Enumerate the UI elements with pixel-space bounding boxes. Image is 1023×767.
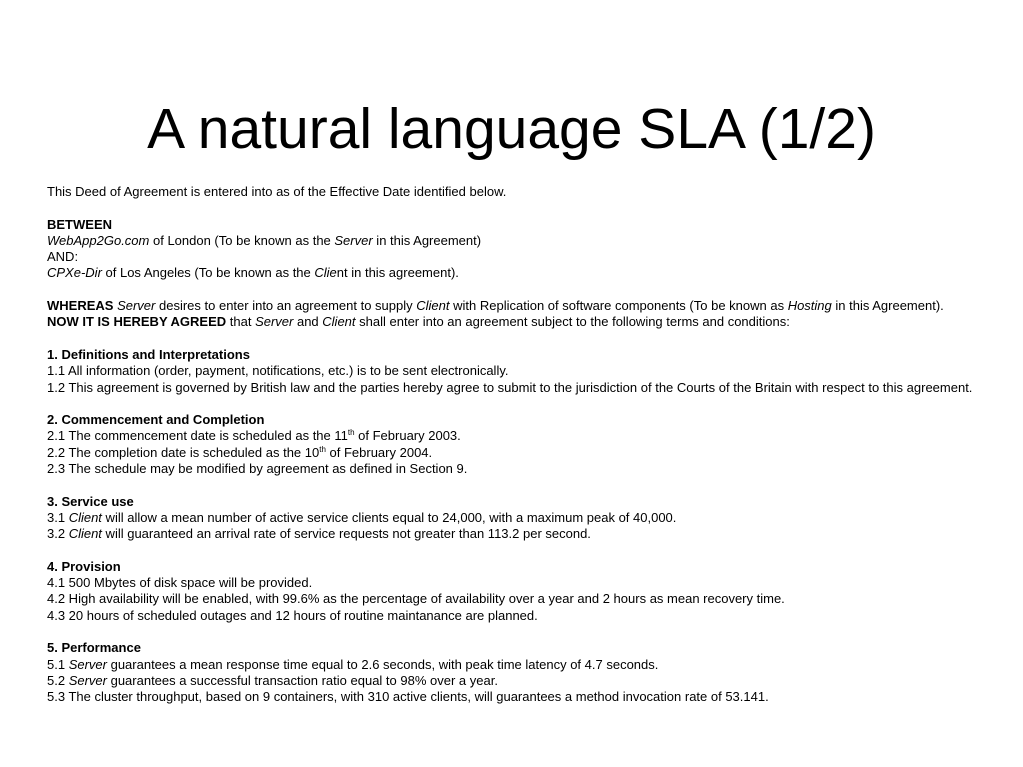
clause-3-1-num: 3.1 [47,509,69,525]
clause-2-2-sup: th [319,444,326,454]
section-1-title: 1. Definitions and Interpretations [47,346,250,362]
spacer [47,396,997,412]
slide-title: A natural language SLA (1/2) [147,97,876,161]
agreed-server: Server [255,314,294,330]
whereas-paragraph [47,298,997,314]
clause-5-2 [47,673,997,689]
clause-5-2-num: 5.2 [47,672,69,688]
clause-4-1: 4.1 500 Mbytes of disk space will be provided. [47,575,313,591]
whereas-client: Client [416,298,450,314]
section-4-title: 4. Provision [47,558,121,574]
clause-5-1 [47,657,997,673]
party1-text-a: of London (To be known as the [149,232,335,248]
clause-3-1-client: Client [68,509,102,525]
and-label: AND: [47,249,79,265]
spacer [47,624,997,640]
section-2-title: 2. Commencement and Completion [47,412,265,428]
clause-5-3: 5.3 The cluster throughput, based on 9 containers, with 310 active clients, will guarantees a method invocation rate of 53.141. [47,689,769,705]
section-3-title: 3. Service use [47,493,134,509]
intro-paragraph: This Deed of Agreement is entered into as of the Effective Date identified below. [47,184,507,199]
clause-4-2: 4.2 High availability will be enabled, with 99.6% as the percentage of availability over a year and 2 hours as mean recovery time. [47,591,785,607]
whereas-label: WHEREAS [47,298,114,314]
clause-2-1-text-a: 2.1 The commencement date is scheduled as the 11 [47,428,348,444]
section-4-heading [47,559,997,575]
clause-1-1: 1.1 All information (order, payment, notifications, etc.) is to be sent electronically. [47,363,509,379]
clause-5-1-server: Server [68,656,107,672]
spacer [47,331,997,347]
agreed-label: NOW IT IS HEREBY AGREED [47,314,227,330]
clause-2-2 [47,445,997,461]
clause-3-1-text: will allow a mean number of active service clients equal to 24,000, with a maximum peak of 40,000. [101,509,677,525]
clause-5-2-server: Server [68,672,107,688]
party-server-line [47,233,997,249]
party1-name: WebApp2Go.com [47,232,150,248]
clause-3-2-num: 3.2 [47,526,69,542]
clause-1-2: 1.2 This agreement is governed by British law and the parties hereby agree to submit to the jurisdiction of the Courts of the Britain with respect to this agreement. [47,379,973,395]
clause-2-1-text-b: of February 2003. [354,428,461,444]
agreed-paragraph [47,314,997,330]
agreed-text-c: shall enter into an agreement subject to the following terms and conditions: [355,314,790,330]
sla-document-body [47,184,997,706]
between-label: BETWEEN [47,216,112,232]
whereas-text-b: with Replication of software components (To be known as [449,298,788,314]
clause-2-1 [47,428,997,444]
agreed-text-a: that [226,314,256,330]
section-1-heading [47,347,997,363]
agreed-text-b: and [293,314,323,330]
clause-3-1 [47,510,997,526]
whereas-hosting: Hosting [787,298,832,314]
section-5-title: 5. Performance [47,640,141,656]
between-heading [47,217,997,233]
clause-5-1-text: guarantees a mean response time equal to 2.6 seconds, with peak time latency of 4.7 seconds. [106,656,659,672]
clause-4-3: 4.3 20 hours of scheduled outages and 12 hours of routine maintanance are planned. [47,607,538,623]
party1-text-b: in this Agreement) [372,232,482,248]
whereas-text-c: in this Agreement). [831,298,944,314]
spacer [47,200,997,216]
clause-2-1-sup: th [347,428,355,438]
party2-role: Clie [314,265,337,281]
clause-2-2-text-b: of February 2004. [325,444,433,460]
party2-text-a: of Los Angeles (To be known as the [101,265,315,281]
whereas-text-a: desires to enter into an agreement to supply [155,298,417,314]
party2-name: CPXe-Dir [47,265,102,281]
clause-3-2 [47,526,997,542]
party2-text-b: nt in this agreement). [336,265,459,281]
party1-role: Server [334,232,373,248]
clause-5-1-num: 5.1 [47,656,69,672]
agreed-client: Client [322,314,356,330]
spacer [47,282,997,298]
clause-2-3: 2.3 The schedule may be modified by agreement as defined in Section 9. [47,461,468,477]
spacer [47,543,997,559]
section-5-heading [47,640,997,656]
spacer [47,477,997,493]
section-3-heading [47,494,997,510]
whereas-server: Server [117,298,156,314]
party-client-line [47,265,997,281]
clause-3-2-text: will guaranteed an arrival rate of service requests not greater than 113.2 per second. [101,526,591,542]
section-2-heading [47,412,997,428]
clause-5-2-text: guarantees a successful transaction ratio equal to 98% over a year. [106,672,498,688]
clause-2-2-text-a: 2.2 The completion date is scheduled as the 10 [47,444,320,460]
clause-3-2-client: Client [68,526,102,542]
